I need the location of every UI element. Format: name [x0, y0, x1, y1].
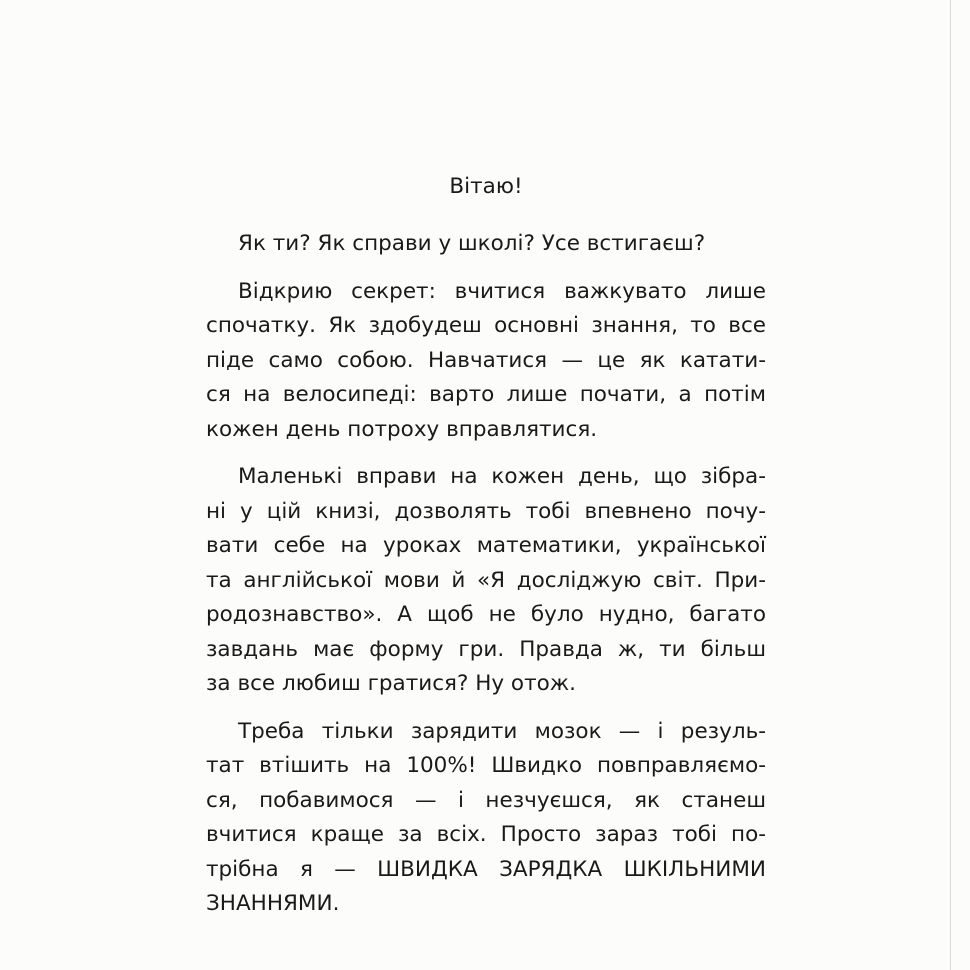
text-line: ЗНАННЯМИ. [206, 891, 340, 916]
text-line: ні у цій книзі, дозволять тобі впевнено почу- [206, 498, 766, 524]
text-line: піде само собою. Навчатися — це як катати- [206, 347, 766, 373]
paragraph-3 [206, 460, 766, 702]
paragraph-2 [206, 275, 766, 448]
text-line: Відкрию секрет: вчитися важкувато лише [238, 278, 766, 304]
paragraph-1 [206, 227, 766, 262]
text-line: ся, побавимося — і незчуєшся, як станеш [206, 787, 766, 813]
text-line: ся на велосипеді: варто лише почати, а потім [206, 382, 766, 407]
text-line: Маленькі вправи на кожен день, що зібра- [238, 464, 766, 489]
text-line: вчитися краще за всіх. Просто зараз тобі по- [206, 822, 766, 847]
paragraph-4 [206, 715, 766, 922]
text-line: спочатку. Як здобудеш основні знання, то все [206, 313, 766, 338]
text-line: Треба тільки зарядити мозок — і резуль- [238, 718, 766, 744]
page-edge [950, 0, 951, 970]
text-line: вати себе на уроках математики, української [206, 533, 766, 558]
page-text [206, 158, 766, 935]
text-line: кожен день потроху вправлятися. [206, 416, 598, 442]
text-line: за все любиш гратися? Ну отож. [206, 671, 576, 696]
text-line: тат втішить на 100%! Швидко повправляємо- [206, 753, 766, 778]
text-line: Як ти? Як справи у школі? Усе встигаєш? [238, 231, 706, 256]
greeting-heading: Вітаю! [449, 174, 523, 199]
text-line: родознавство». А щоб не було нудно, багато [206, 602, 766, 627]
text-line: та англійської мови й «Я досліджую світ. При- [206, 567, 766, 593]
text-line: завдань має форму гри. Правда ж, ти більш [206, 636, 766, 662]
text-line: трібна я — ШВИДКА ЗАРЯДКА ШКІЛЬНИМИ [206, 856, 766, 882]
